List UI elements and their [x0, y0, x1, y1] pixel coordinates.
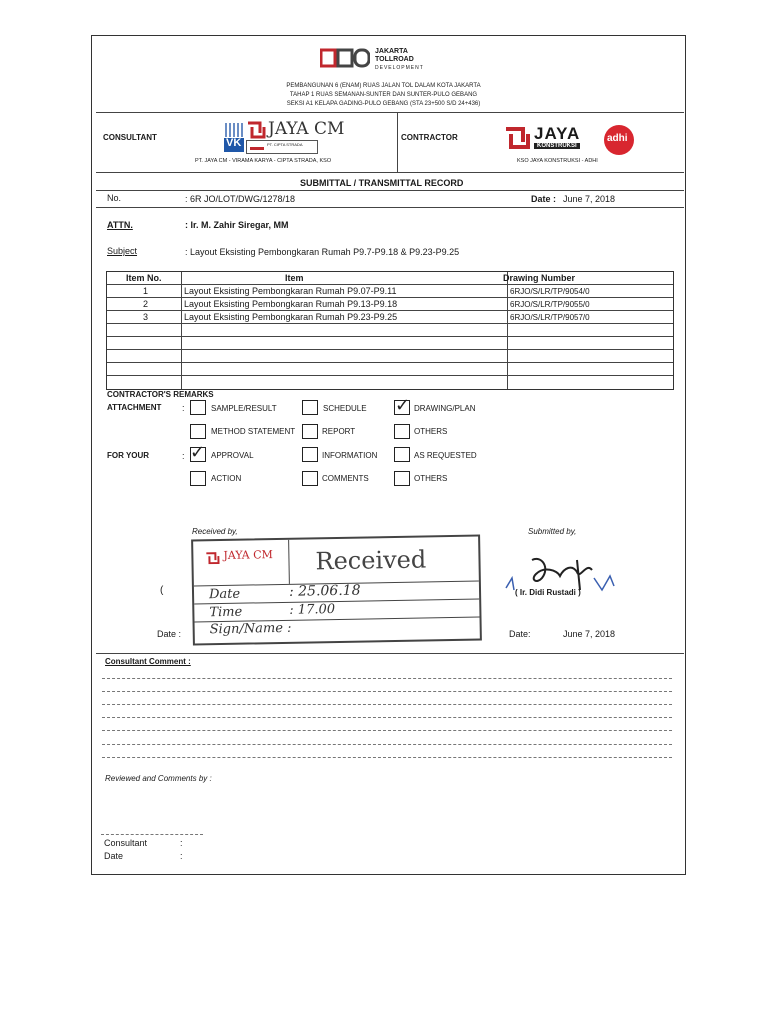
row-3-no: 3	[143, 312, 149, 322]
checkbox-others-1[interactable]	[394, 424, 410, 439]
checkbox-method-statement[interactable]	[190, 424, 206, 439]
consultant-name: PT. JAYA CM - VIRAMA KARYA - CIPTA STRADA, KSO	[195, 158, 332, 164]
attn-label: ATTN.	[107, 220, 133, 230]
no-label: No.	[107, 193, 122, 203]
consultant-date-label: Date	[104, 851, 124, 861]
checkbox-comments[interactable]	[302, 471, 318, 486]
row-2-item: Layout Eksisting Pembongkaran Rumah P9.13-P9.18	[184, 299, 398, 309]
row-1-item: Layout Eksisting Pembongkaran Rumah P9.07-P9.11	[184, 286, 397, 296]
date-value: June 7, 2018	[563, 194, 616, 204]
logo-text-bot: DEVELOPMENT	[375, 65, 424, 71]
reviewed-label: Reviewed and Comments by :	[105, 774, 212, 783]
label-comments: COMMENTS	[322, 474, 369, 483]
row-3-drawing: 6RJO/S/LR/TP/9057/0	[510, 313, 590, 322]
row-1-drawing: 6RJO/S/LR/TP/9054/0	[510, 287, 590, 296]
date-left-label: Date :	[157, 629, 182, 639]
check-mark-icon: ✓	[190, 442, 206, 463]
checkbox-schedule[interactable]	[302, 400, 318, 415]
adhi-logo	[604, 125, 634, 155]
label-others-2: OTHERS	[414, 474, 448, 483]
label-report: REPORT	[322, 427, 356, 436]
label-others-1: OTHERS	[414, 427, 448, 436]
subject-label: Subject	[107, 246, 138, 256]
date-right-label: Date:	[509, 629, 531, 639]
project-line-1: PEMBANGUNAN 6 (ENAM) RUAS JALAN TOL DALAM KOTA JAKARTA	[286, 83, 481, 89]
label-approval: APPROVAL	[211, 451, 254, 460]
logo-text-mid: TOLLROAD	[375, 56, 414, 63]
label-information: INFORMATION	[322, 451, 378, 460]
stamp-title: Received	[315, 545, 427, 576]
adhi-text: adhi	[607, 133, 628, 144]
col-header-item: Item	[285, 273, 304, 283]
label-sample-result: SAMPLE/RESULT	[211, 404, 277, 413]
date-right-value: June 7, 2018	[563, 629, 616, 639]
project-title	[160, 82, 607, 109]
stamp-time-value: : 17.00	[289, 602, 336, 618]
stamp-sign-label: Sign/Name :	[209, 620, 292, 638]
logo-text	[375, 48, 424, 72]
label-drawing-plan: DRAWING/PLAN	[414, 404, 476, 413]
strada-logo	[246, 140, 318, 154]
checkbox-sample-result[interactable]	[190, 400, 206, 415]
attn-value: : Ir. M. Zahir Siregar, MM	[185, 220, 289, 230]
label-method-statement: METHOD STATEMENT	[211, 427, 296, 436]
form-title: SUBMITTAL / TRANSMITTAL RECORD	[300, 178, 464, 188]
attachment-colon: :	[182, 403, 185, 413]
submitted-by-label: Submitted by,	[528, 527, 577, 536]
consultant-comment-label: Consultant Comment :	[105, 657, 191, 666]
consultant-label: CONSULTANT	[103, 133, 157, 142]
signature-icon	[502, 550, 622, 605]
col-header-drawing: Drawing Number	[503, 273, 576, 283]
label-action: ACTION	[211, 474, 242, 483]
contractor-name: KSO JAYA KONSTRUKSI - ADHI	[517, 158, 598, 164]
attachment-label: ATTACHMENT	[107, 403, 162, 412]
contractor-label: CONTRACTOR	[401, 133, 458, 142]
stamp-logo: JAYA CM	[223, 548, 273, 562]
checkbox-as-requested[interactable]	[394, 447, 410, 462]
submitter-name: ( Ir. Didi Rustadi )	[515, 588, 581, 597]
label-schedule: SCHEDULE	[323, 404, 367, 413]
for-your-label: FOR YOUR	[107, 451, 150, 460]
stamp-date-label: Date	[208, 586, 241, 603]
jtd-logo	[320, 48, 370, 68]
row-2-no: 2	[143, 299, 149, 309]
strada-text: PT. CIPTA STRADA	[267, 142, 303, 147]
for-your-colon: :	[182, 451, 185, 461]
consultant-sign-label: Consultant	[104, 838, 148, 848]
consultant-date-colon: :	[180, 851, 183, 861]
consultant-colon: :	[180, 838, 183, 848]
date-label: Date :	[531, 194, 557, 204]
vk-text: VK	[226, 137, 242, 149]
jaya-logo-text: JAYA	[534, 124, 581, 143]
checkbox-action[interactable]	[190, 471, 206, 486]
subject-value: : Layout Eksisting Pembongkaran Rumah P9.7-P9.18 & P9.23-P9.25	[185, 247, 460, 257]
items-table	[106, 271, 674, 390]
checkbox-report[interactable]	[302, 424, 318, 439]
logo-text-top: JAKARTA	[375, 48, 408, 55]
project-line-2: TAHAP 1 RUAS SEMANAN-SUNTER DAN SUNTER-PULO GEBANG	[289, 92, 478, 98]
check-mark-icon: ✓	[395, 395, 411, 416]
row-1-no: 1	[143, 286, 149, 296]
stamp-date-value: : 25.06.18	[288, 582, 361, 600]
project-line-3: SEKSI A1 KELAPA GADING-PULO GEBANG (STA 23+500 S/D 24+436)	[286, 101, 481, 107]
no-value: : 6R JO/LOT/DWG/1278/18	[185, 194, 296, 204]
konstruksi-text: KONSTRUKSI	[534, 143, 580, 149]
label-as-requested: AS REQUESTED	[414, 451, 477, 460]
checkbox-information[interactable]	[302, 447, 318, 462]
stamp-logo-icon	[205, 551, 219, 569]
received-stamp	[191, 534, 482, 645]
jaya-cm-logo-text: JAYA CM	[268, 119, 345, 139]
received-by-label: Received by,	[192, 527, 238, 536]
paren-open: (	[160, 585, 164, 596]
remarks-title: CONTRACTOR'S REMARKS	[107, 390, 214, 399]
stamp-time-label: Time	[209, 604, 243, 621]
col-header-item-no: Item No.	[126, 273, 162, 283]
row-2-drawing: 6RJO/S/LR/TP/9055/0	[510, 300, 590, 309]
vk-logo	[224, 121, 244, 153]
jaya-konstruksi-icon	[503, 126, 531, 155]
row-3-item: Layout Eksisting Pembongkaran Rumah P9.23-P9.25	[184, 312, 398, 322]
checkbox-others-2[interactable]	[394, 471, 410, 486]
